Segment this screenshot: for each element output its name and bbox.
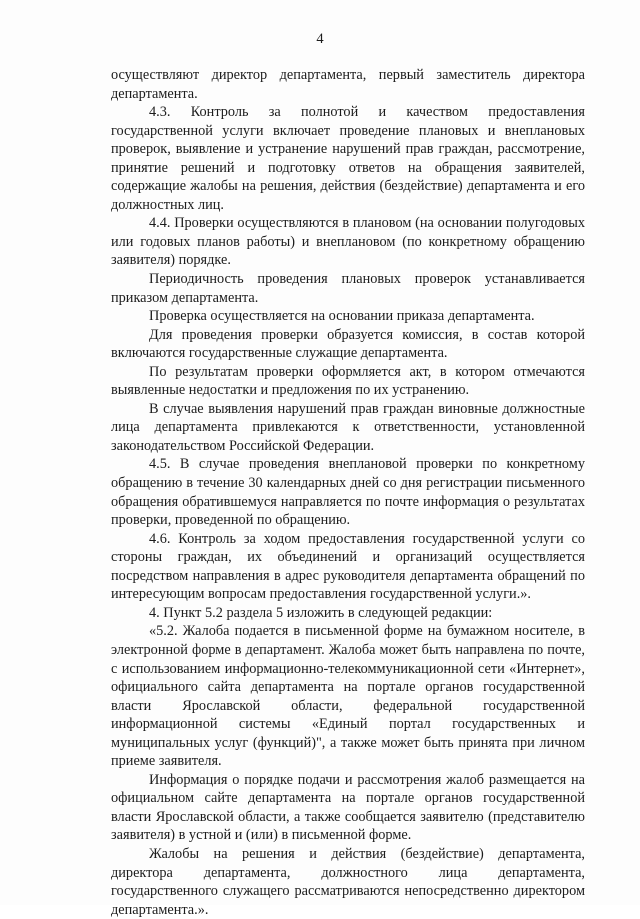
- page-number: 4: [316, 31, 324, 47]
- paragraph: 4.4. Проверки осуществляются в плановом (на основании полугодовых или годовых планов работы) и внеплановом (по конкретному обращению заявителя) порядке.: [111, 215, 585, 269]
- document-body: [111, 66, 585, 919]
- paragraph: осуществляют директор департамента, первый заместитель директора департамента.: [111, 67, 585, 102]
- paragraph: 4.6. Контроль за ходом предоставления государственной услуги со стороны граждан, их объединений и организаций осуществляется посредством направления в адрес руководителя департамента обращений по интересующим вопросам предоставления государственной услуги.».: [111, 530, 585, 603]
- paragraph: По результатам проверки оформляется акт, в котором отмечаются выявленные недостатки и предложения по их устранению.: [111, 363, 585, 399]
- paragraph: Для проведения проверки образуется комиссия, в состав которой включаются государственные служащие департамента.: [111, 326, 585, 362]
- paragraph: Информация о порядке подачи и рассмотрения жалоб размещается на официальном сайте департамента на портале органов государственной власти Ярославской области, а также сообщается заявителю (представителю заявителя) в устной и (или) в письменной форме.: [111, 771, 585, 844]
- paragraph: Проверка осуществляется на основании приказа департамента.: [149, 308, 535, 325]
- paragraph: Жалобы на решения и действия (бездействие) департамента, директора департамента, должностного лица департамента, государственного служащего рассматриваются непосредственно директором департамента.».: [111, 845, 585, 918]
- paragraph: Периодичность проведения плановых проверок устанавливается приказом департамента.: [111, 271, 585, 306]
- paragraph: «5.2. Жалоба подается в письменной форме на бумажном носителе, в электронной форме в департамент. Жалоба может быть направлена по почте, с использованием информационно-телекоммуникационной сети «Интернет», официального сайта департамента на портале органов государственной власти Ярославской области, федеральной государственной информационной системы «Единый портал государственных и муниципальных услуг (функций)", а также может быть принята при личном приеме заявителя.: [111, 623, 585, 770]
- paragraph: 4. Пункт 5.2 раздела 5 изложить в следующей редакции:: [149, 604, 493, 621]
- paragraph: 4.5. В случае проведения внеплановой проверки по конкретному обращению в течение 30 календарных дней со дня регистрации письменного обращения обратившемуся направляется по почте информация о результатах проверки, проведенной по обращению.: [111, 456, 585, 529]
- paragraph: В случае выявления нарушений прав граждан виновные должностные лица департамента привлекаются к ответственности, установленной законодательством Российской Федерации.: [111, 400, 585, 454]
- paragraph: 4.3. Контроль за полнотой и качеством предоставления государственной услуги включает проведение плановых и внеплановых проверок, выявление и устранение нарушений прав граждан, рассмотрение, принятие решений и подготовку ответов на обращения заявителей, содержащие жалобы на решения, действия (бездействие) департамента и его должностных лиц.: [111, 104, 585, 213]
